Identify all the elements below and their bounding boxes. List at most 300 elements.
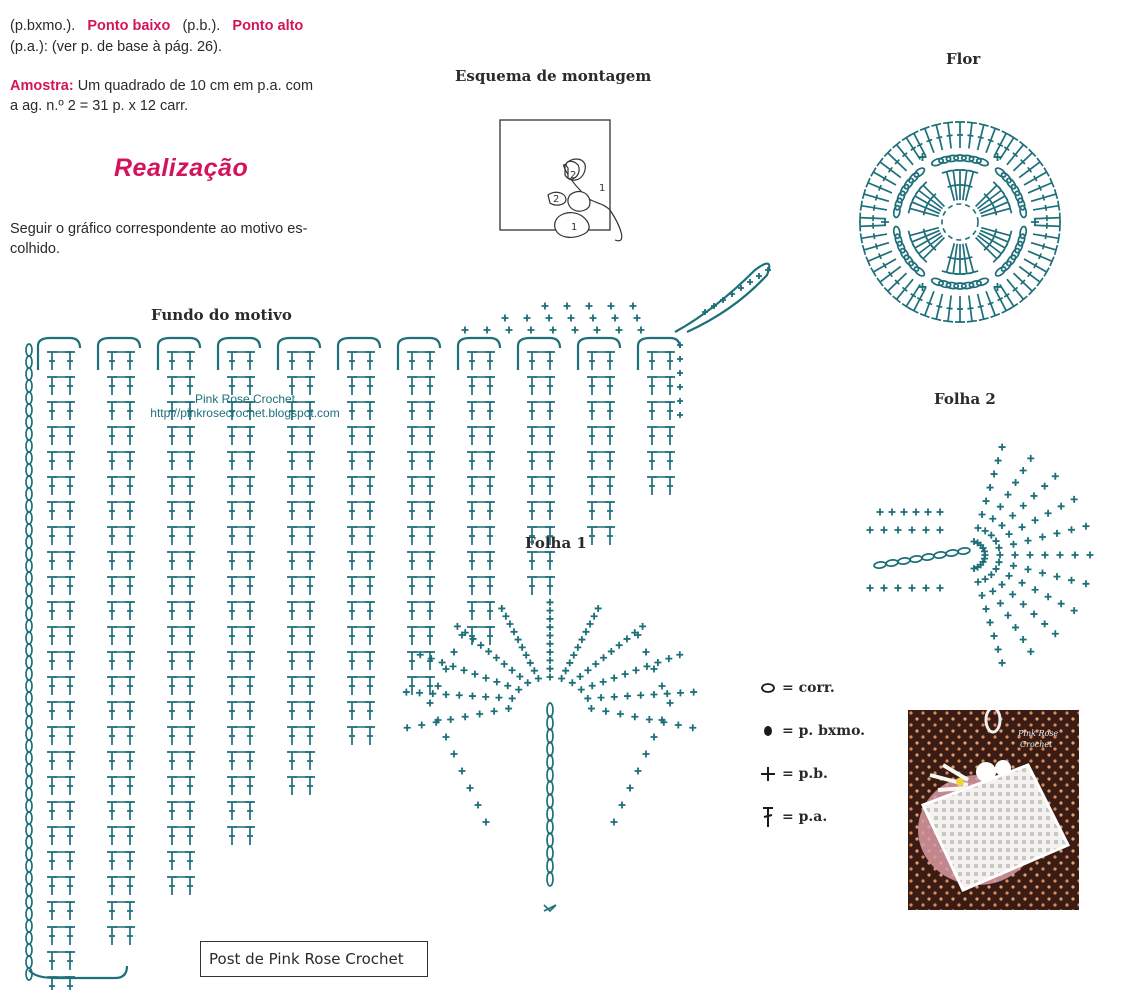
- leaf1-stitch: [592, 660, 599, 667]
- mesh-stitch: [65, 677, 75, 695]
- leaf1-stitch: [547, 657, 554, 664]
- mesh-stitch: [467, 452, 477, 470]
- leaf2-stitch: [1045, 510, 1052, 517]
- mesh-stitch: [107, 527, 117, 545]
- leaf1-stitch: [439, 659, 446, 666]
- leaf1-stitch: [637, 692, 644, 699]
- mesh-stitch: [185, 427, 195, 445]
- mesh-stitch: [647, 352, 657, 370]
- leaf1-vein-chain: [547, 781, 553, 795]
- mesh-stitch: [527, 502, 537, 520]
- assembly-flower: [568, 192, 590, 212]
- edge-chain: [26, 956, 32, 968]
- mesh-stitch: [245, 502, 255, 520]
- leaf2-stitch: [982, 576, 989, 583]
- leaf1-stitch: [643, 751, 650, 758]
- leaf1-stitch: [443, 734, 450, 741]
- intro-line-2: (p.a.): (ver p. de base à pág. 26).: [10, 39, 222, 55]
- flower-chain: [976, 157, 989, 167]
- mesh-stitch: [245, 602, 255, 620]
- mesh-stitch: [287, 727, 297, 745]
- mesh-stitch: [527, 352, 537, 370]
- mesh-stitch: [227, 502, 237, 520]
- mesh-stitch: [107, 502, 117, 520]
- mesh-stitch: [245, 677, 255, 695]
- mesh-top-chain: [518, 338, 560, 370]
- leaf2-vein-chain: [910, 555, 923, 563]
- sample-label: Amostra:: [10, 78, 74, 94]
- leaf2-stitch: [975, 525, 982, 532]
- mesh-stitch: [107, 802, 117, 820]
- mesh-stitch: [305, 477, 315, 495]
- mesh-top-chain: [98, 338, 140, 370]
- mesh-stitch: [65, 352, 75, 370]
- mesh-stitch: [365, 352, 375, 370]
- leaf1-stitch: [547, 640, 554, 647]
- mesh-stitch: [287, 777, 297, 795]
- leaf2-stitch: [971, 538, 978, 545]
- leaf2-stitch: [881, 585, 888, 592]
- mesh-stitch: [347, 452, 357, 470]
- edge-chain: [26, 932, 32, 944]
- mesh-stitch: [305, 452, 315, 470]
- mesh-stitch: [305, 752, 315, 770]
- mesh-stitch: [47, 377, 57, 395]
- mesh-stitch: [167, 527, 177, 545]
- mesh-stitch: [425, 477, 435, 495]
- mesh-stitch: [347, 602, 357, 620]
- leaf1-stitch: [595, 605, 602, 612]
- mesh-stitch: [167, 752, 177, 770]
- edge-chain: [26, 752, 32, 764]
- mesh-stitch: [305, 777, 315, 795]
- mesh-stitch: [125, 852, 135, 870]
- flower-chain: [1014, 190, 1024, 203]
- mesh-stitch: [647, 452, 657, 470]
- mesh-stitch: [65, 852, 75, 870]
- flower-chain: [893, 226, 901, 239]
- leaf1-stitch: [454, 623, 461, 630]
- flower-outer-stitch: [909, 288, 925, 313]
- leaf1-stitch: [611, 675, 618, 682]
- mesh-stitch: [305, 727, 315, 745]
- mesh-stitch: [65, 952, 75, 970]
- leaf2-stitch: [1027, 648, 1034, 655]
- mesh-stitch: [107, 602, 117, 620]
- flower-outer-stitch: [967, 122, 977, 148]
- edge-chain: [26, 728, 32, 740]
- mesh-stitch: [167, 702, 177, 720]
- mesh-stitch: [227, 827, 237, 845]
- mesh-stitch: [167, 652, 177, 670]
- mesh-stitch: [227, 577, 237, 595]
- leaf1-stitch: [651, 666, 658, 673]
- leaf1-stitch: [509, 695, 516, 702]
- legend-item-chain: = corr.: [758, 674, 898, 702]
- flower-outer-stitch: [861, 201, 887, 211]
- mesh-stitch: [227, 777, 237, 795]
- mesh-stitch: [347, 427, 357, 445]
- leaf2-stitch: [877, 509, 884, 516]
- slip-stitch-dot-icon: [758, 723, 778, 739]
- leaf2-stitch: [1024, 566, 1031, 573]
- mesh-stitch: [407, 452, 417, 470]
- leaf1-vein-chain: [547, 820, 553, 834]
- flower-outer-stitch: [978, 294, 989, 320]
- leaf1-stitch: [524, 679, 531, 686]
- flower-outer-stitch: [863, 243, 889, 255]
- mesh-stitch: [425, 377, 435, 395]
- photo-caption-2: Crochet: [1020, 740, 1053, 749]
- mesh-stitch: [125, 602, 135, 620]
- mesh-stitch: [47, 477, 57, 495]
- mesh-stitch: [185, 802, 195, 820]
- leaf1-stitch: [675, 721, 682, 728]
- leaf1-stitch: [600, 654, 607, 661]
- leaf2-stitch: [1019, 579, 1026, 586]
- leaf1-stitch: [493, 654, 500, 661]
- mesh-stitch: [47, 452, 57, 470]
- mesh-stitch: [107, 452, 117, 470]
- mesh-stitch: [185, 827, 195, 845]
- top-border-plus: [616, 327, 623, 334]
- leaf2-stitch: [982, 527, 989, 534]
- mesh-stitch: [305, 552, 315, 570]
- mesh-stitch: [485, 452, 495, 470]
- assembly-scheme: [490, 110, 630, 250]
- mesh-stitch: [305, 677, 315, 695]
- edge-chain: [26, 560, 32, 572]
- mesh-stitch: [107, 827, 117, 845]
- mesh-stitch: [107, 627, 117, 645]
- right-edge-plus: [677, 412, 683, 418]
- top-border-plus: [638, 327, 645, 334]
- mesh-stitch: [305, 427, 315, 445]
- mesh-stitch: [647, 477, 657, 495]
- loop-plus: [747, 279, 753, 285]
- mesh-stitch: [245, 427, 255, 445]
- leaf1-stitch: [643, 663, 650, 670]
- sample-paragraph: Amostra: Um quadrado de 10 cm em p.a. com: [10, 78, 314, 94]
- leaf1-vein-chain: [547, 846, 553, 860]
- mesh-stitch: [365, 477, 375, 495]
- leaf2-stitch: [995, 544, 1002, 551]
- leaf2-stitch: [1027, 455, 1034, 462]
- leaf1-stitch: [639, 623, 646, 630]
- edge-chain: [26, 764, 32, 776]
- flower-outer-stitch: [1033, 201, 1059, 211]
- leaf2-stitch: [1030, 492, 1037, 499]
- leaf1-stitch: [482, 675, 489, 682]
- top-border-plus: [506, 327, 513, 334]
- mesh-stitch: [167, 552, 177, 570]
- flower-inner-stitch: [942, 243, 955, 273]
- leaf1-stitch: [428, 655, 435, 662]
- leaf1-stitch: [451, 649, 458, 656]
- mesh-stitch: [365, 702, 375, 720]
- mesh-top-chain: [578, 338, 620, 370]
- flower-chain: [1019, 205, 1027, 218]
- flower-chain: [1019, 226, 1027, 239]
- mesh-stitch: [65, 577, 75, 595]
- flower-inner-stitch: [908, 204, 938, 217]
- flower-chain: [913, 166, 926, 178]
- mesh-stitch: [107, 877, 117, 895]
- leaf1-stitch: [467, 785, 474, 792]
- leaf1-stitch: [516, 673, 523, 680]
- mesh-stitch: [245, 477, 255, 495]
- edge-chain: [26, 428, 32, 440]
- leaf1-stitch: [689, 724, 696, 731]
- mesh-stitch: [605, 477, 615, 495]
- leaf2-stitch: [1012, 624, 1019, 631]
- mesh-stitch: [245, 527, 255, 545]
- leaf1-stitch: [600, 678, 607, 685]
- leaf1-stitch: [631, 713, 638, 720]
- mesh-stitch: [245, 827, 255, 845]
- leaf1-stitch: [498, 605, 505, 612]
- leaf1-stitch: [584, 667, 591, 674]
- leaf2-stitch: [923, 527, 930, 534]
- leaf1-stitch: [633, 667, 640, 674]
- mesh-top-chain: [458, 338, 500, 370]
- flower-outer-stitch: [863, 189, 889, 201]
- edge-chain: [26, 788, 32, 800]
- mesh-stitch: [485, 427, 495, 445]
- mesh-stitch: [605, 527, 615, 545]
- mesh-stitch: [287, 527, 297, 545]
- mesh-top-chain: [338, 338, 380, 370]
- leaf2-stitch: [997, 552, 1004, 559]
- leaf1-stitch: [665, 655, 672, 662]
- mesh-stitch: [407, 527, 417, 545]
- mesh-stitch: [365, 627, 375, 645]
- edge-chain: [26, 536, 32, 548]
- leaf1-stitch: [418, 721, 425, 728]
- mesh-stitch: [605, 352, 615, 370]
- mesh-stitch: [227, 427, 237, 445]
- leaf2-stitch: [1058, 600, 1065, 607]
- mesh-stitch: [47, 652, 57, 670]
- leaf2-stitch: [975, 578, 982, 585]
- flower-outer-stitch: [1031, 243, 1057, 255]
- mesh-stitch: [65, 777, 75, 795]
- edge-chain: [26, 704, 32, 716]
- mesh-stitch: [527, 452, 537, 470]
- mesh-stitch: [167, 452, 177, 470]
- leaf2-vein-chain: [946, 549, 959, 557]
- flower-chain: [1017, 233, 1026, 246]
- edge-chain: [26, 488, 32, 500]
- leaf1-stitch: [617, 711, 624, 718]
- mesh-stitch: [245, 727, 255, 745]
- leaf1-title: Folha 1: [525, 534, 587, 552]
- edge-chain: [26, 896, 32, 908]
- mesh-stitch: [287, 552, 297, 570]
- mesh-stitch: [47, 677, 57, 695]
- leaf2-stitch: [867, 527, 874, 534]
- right-edge-plus: [677, 356, 683, 362]
- mesh-stitch: [185, 627, 195, 645]
- leaf2-stitch: [1024, 537, 1031, 544]
- leaf2-stitch: [983, 605, 990, 612]
- mesh-stitch: [125, 452, 135, 470]
- leaf1-stitch: [495, 694, 502, 701]
- mesh-stitch: [425, 502, 435, 520]
- mesh-stitch: [167, 602, 177, 620]
- mesh-stitch: [665, 427, 675, 445]
- edge-chain: [26, 644, 32, 656]
- mesh-stitch: [185, 877, 195, 895]
- leaf1-stitch: [690, 689, 697, 696]
- mesh-stitch: [65, 602, 75, 620]
- leaf1-stitch: [635, 768, 642, 775]
- mesh-stitch: [167, 502, 177, 520]
- mesh-stitch: [305, 577, 315, 595]
- mesh-stitch: [347, 477, 357, 495]
- mesh-stitch: [125, 502, 135, 520]
- mesh-stitch: [107, 777, 117, 795]
- mesh-stitch: [107, 552, 117, 570]
- mesh-stitch: [185, 702, 195, 720]
- mesh-stitch: [107, 352, 117, 370]
- post-credit-box: [200, 941, 428, 977]
- leaf1-stitch: [416, 689, 423, 696]
- mesh-stitch: [185, 552, 195, 570]
- leaf2-stitch: [1004, 491, 1011, 498]
- watermark-name: Pink Rose Crochet: [194, 392, 296, 406]
- leaf2-stitch: [909, 585, 916, 592]
- mesh-stitch: [485, 527, 495, 545]
- finished-photo-art: [908, 710, 1079, 910]
- leaf1-stitch: [587, 621, 594, 628]
- leaf1-stitch: [447, 716, 454, 723]
- mesh-stitch: [107, 702, 117, 720]
- mesh-stitch: [365, 452, 375, 470]
- leaf2-stitch: [991, 471, 998, 478]
- legend-item-sc: = p.b.: [758, 760, 898, 788]
- mesh-stitch: [125, 427, 135, 445]
- mesh-stitch: [185, 652, 195, 670]
- assembly-label-4: 1: [571, 222, 578, 233]
- mesh-stitch: [407, 352, 417, 370]
- leaf2-vein-chain: [898, 557, 911, 565]
- mesh-stitch: [65, 802, 75, 820]
- mesh-stitch: [47, 702, 57, 720]
- mesh-stitch: [347, 727, 357, 745]
- mesh-stitch: [107, 752, 117, 770]
- mesh-stitch: [107, 727, 117, 745]
- leaf1-stitch: [627, 785, 634, 792]
- leaf2-stitch: [1052, 473, 1059, 480]
- mesh-stitch: [185, 502, 195, 520]
- mesh-stitch: [167, 577, 177, 595]
- mesh-stitch: [347, 577, 357, 595]
- flower-chain: [1000, 171, 1013, 184]
- mesh-stitch: [467, 402, 477, 420]
- leaf1-stitch: [577, 673, 584, 680]
- assembly-title: Esquema de montagem: [455, 67, 652, 85]
- edge-chain: [26, 464, 32, 476]
- leaf1-stitch: [562, 667, 569, 674]
- mesh-stitch: [167, 352, 177, 370]
- mesh-stitch: [47, 527, 57, 545]
- mesh-stitch: [47, 777, 57, 795]
- mesh-stitch: [467, 427, 477, 445]
- mesh-stitch: [47, 902, 57, 920]
- mesh-stitch: [167, 677, 177, 695]
- edge-chain: [26, 596, 32, 608]
- leaf2-stitch: [999, 659, 1006, 666]
- leaf2-stitch: [1045, 593, 1052, 600]
- legend: [758, 674, 898, 831]
- mesh-stitch: [125, 727, 135, 745]
- mesh-stitch: [167, 802, 177, 820]
- edge-chain: [26, 512, 32, 524]
- leaf2-stitch: [1071, 607, 1078, 614]
- mesh-stitch: [47, 577, 57, 595]
- flower-chain: [894, 233, 903, 246]
- leaf2-stitch: [937, 509, 944, 516]
- legend-item-dc: = p.a.: [758, 803, 898, 831]
- edge-chain: [26, 848, 32, 860]
- mesh-stitch: [245, 702, 255, 720]
- mesh-stitch: [167, 877, 177, 895]
- mesh-stitch: [347, 627, 357, 645]
- mesh-top-chain: [38, 338, 80, 370]
- leaf1-stitch: [608, 648, 615, 655]
- leaf2-stitch: [993, 538, 1000, 545]
- mesh-stitch: [665, 452, 675, 470]
- mesh-stitch: [665, 402, 675, 420]
- leaf1-stitch: [591, 613, 598, 620]
- leaf2-stitch: [1020, 467, 1027, 474]
- top-border-plus: [572, 327, 579, 334]
- flower-chain: [907, 171, 920, 184]
- mesh-stitch: [65, 527, 75, 545]
- edge-chain: [26, 548, 32, 560]
- mesh-top-chain: [398, 338, 440, 370]
- flower-outer-stitch: [994, 131, 1010, 156]
- flower-chart: [820, 80, 1100, 365]
- leaf2-stitch: [991, 632, 998, 639]
- leaf1-vein-chain: [547, 794, 553, 808]
- mesh-stitch: [65, 752, 75, 770]
- edge-chain: [26, 668, 32, 680]
- mesh-stitch: [305, 702, 315, 720]
- leaf1-stitch: [451, 751, 458, 758]
- mesh-stitch: [167, 777, 177, 795]
- mesh-stitch: [47, 502, 57, 520]
- mesh-stitch: [125, 902, 135, 920]
- mesh-stitch: [167, 627, 177, 645]
- mesh-stitch: [347, 652, 357, 670]
- mesh-stitch: [65, 402, 75, 420]
- flower-inner-stitch: [966, 170, 979, 200]
- leaf2-stitch: [1071, 496, 1078, 503]
- mesh-stitch: [47, 927, 57, 945]
- finished-photo: [908, 710, 1079, 910]
- flower-outer-stitch: [978, 124, 989, 150]
- mesh-stitch: [107, 902, 117, 920]
- mesh-stitch: [347, 677, 357, 695]
- mesh-stitch: [65, 927, 75, 945]
- top-border-plus: [524, 315, 531, 322]
- mesh-stitch: [107, 427, 117, 445]
- mesh-stitch: [65, 427, 75, 445]
- leaf2-stitch: [989, 588, 996, 595]
- mesh-stitch: [227, 752, 237, 770]
